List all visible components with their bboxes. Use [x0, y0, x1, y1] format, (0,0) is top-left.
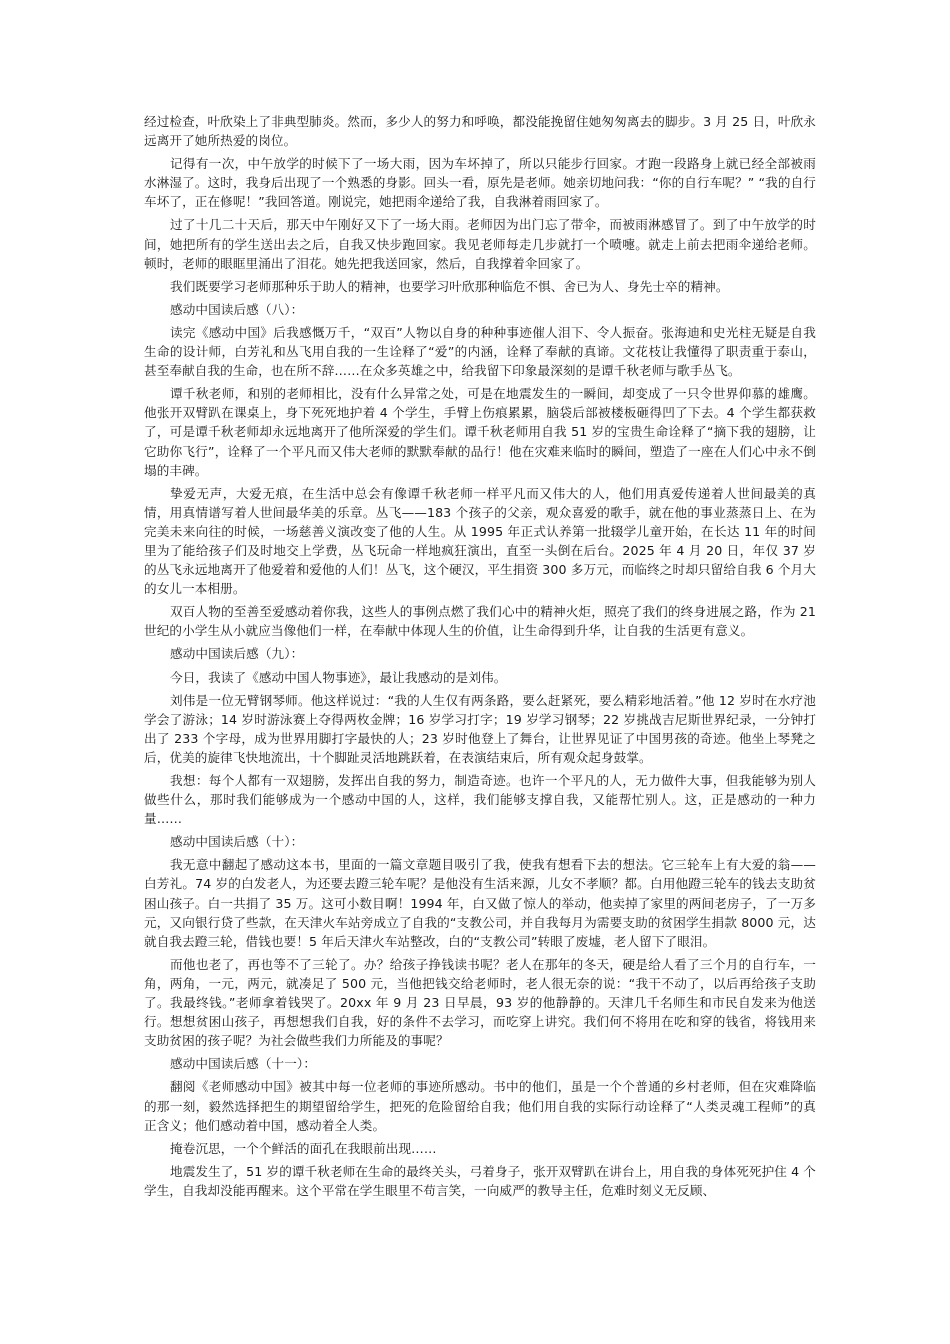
- paragraph: 双百人物的至善至爱感动着你我，这些人的事例点燃了我们心中的精神火炬，照亮了我们的终身进展之路，作为 21 世纪的小学生从小就应当像他们一样，在奉献中体现人生的价值，让生命得到升华，让自我的生活更有意义。: [144, 604, 816, 639]
- paragraph: 翻阅《老师感动中国》被其中每一位老师的事迹所感动。书中的他们，虽是一个个普通的乡村老师，但在灾难降临的那一刻，毅然选择把生的期望留给学生，把死的危险留给自我；他们用自我的实际行动诠释了“人类灵魂工程师”的真正含义；他们感动着中国，感动着全人类。: [144, 1079, 816, 1133]
- paragraph: 过了十几二十天后，那天中午刚好又下了一场大雨。老师因为出门忘了带伞，而被雨淋感冒了。到了中午放学的时间，她把所有的学生送出去之后，自我又快步跑回家。我见老师每走几步就打一个喷嚏。就走上前去把雨伞递给老师。顿时，老师的眼眶里涌出了泪花。她先把我送回家，然后，自我撑着伞回家了。: [144, 217, 816, 271]
- paragraph: 我们既要学习老师那种乐于助人的精神，也要学习叶欣那种临危不惧、舍已为人、身先士卒的精神。: [170, 278, 729, 294]
- paragraph: 我想：每个人都有一双翅膀，发挥出自我的努力，制造奇迹。也许一个平凡的人，无力做件大事，但我能够为别人做些什么，那时我们能够成为一个感动中国的人，这样，我们能够支撑自我，又能帮忙别人。这，正是感动的一种力量……: [144, 773, 816, 827]
- document-page: [144, 112, 816, 1204]
- section-heading-10: 感动中国读后感（十）：: [170, 834, 304, 850]
- paragraph: 刘伟是一位无臂钢琴师。他这样说过：“我的人生仅有两条路，要么赶紧死，要么精彩地活着。”他 12 岁时在水疗池学会了游泳；14 岁时游泳赛上夺得两枚金牌；16 岁学习打字；19 岁学习钢琴；22 岁挑战吉尼斯世界纪录，一分钟打出了 233 个字母，成为世界用脚打字最快的人；23 岁时他登上了舞台，让世界见证了中国男孩的奇迹。他坐上琴凳之后，优美的旋律飞快地流出，十个脚趾灵活地跳跃着，在表演结束后，所有观众起身鼓掌。: [144, 692, 816, 765]
- paragraph: 而他也老了，再也等不了三轮了。办？给孩子挣钱读书呢？老人在那年的冬天，硬是给人看了三个月的自行车，一角，两角，一元，两元，就凑足了 500 元，当他把钱交给老师时，老人很无奈的说：“我干不动了，以后再给孩子支助了。我最终钱。”老师拿着钱哭了。20xx 年 9 月 23 日早晨，93 岁的他静静的。天津几千名师生和市民自发来为他送行。想想贫困山孩子，再想想我们自我，好的条件不去学习，而吃穿上讲究。我们何不将用在吃和穿的钱省，将钱用来支助贫困的孩子呢？为社会做些我们力所能及的事呢？: [144, 956, 816, 1049]
- paragraph-intro: 经过检查，叶欣染上了非典型肺炎。然而，多少人的努力和呼唤，都没能挽留住她匆匆离去的脚步。3 月 25 日，叶欣永远离开了她所热爱的岗位。: [144, 114, 816, 149]
- paragraph: 我无意中翻起了感动这本书，里面的一篇文章题目吸引了我，使我有想看下去的想法。它三轮车上有大爱的翁——白芳礼。74 岁的白发老人，为还要去蹬三轮车呢？是他没有生活来源，儿女不孝顺？都。白用他蹬三轮车的钱去支助贫困山孩子。白一共捐了 35 万。这可小数目啊！1994 年，白又做了惊人的举动，他卖掉了家里的两间老房子，了一万多元，又向银行贷了些款，在天津火车站旁成立了自我的“支教公司，并自我每月为需要支助的贫困学生捐款 8000 元，达就自我去蹬三轮，借钱也要！5 年后天津火车站整改，白的“支教公司”转眼了废墟，老人留下了眼泪。: [144, 857, 816, 949]
- section-heading-8: 感动中国读后感（八）：: [170, 301, 304, 317]
- paragraph: 今日，我读了《感动中国人物事迹》，最让我感动的是刘伟。: [170, 669, 507, 685]
- paragraph: 挚爱无声，大爱无痕，在生活中总会有像谭千秋老师一样平凡而又伟大的人，他们用真爱传递着人世间最美的真情，用真情谱写着人世间最华美的乐章。丛飞——183 个孩子的父亲，观众喜爱的歌手，就在他的事业蒸蒸日上、在为完美未来向往的时候，一场慈善义演改变了他的人生。从 1995 年正式认养第一批辍学儿童开始，在长达 11 年的时间里为了能给孩子们及时地交上学费，丛飞玩命一样地疯狂演出，直至一头倒在后台。2025 年 4 月 20 日，年仅 37 岁的丛飞永远地离开了他爱着和爱他的人们！丛飞，这个硬汉，平生捐资 300 多万元，而临终之时却只留给自我 6 个月大的女儿一本相册。: [144, 485, 816, 597]
- section-heading-11: 感动中国读后感（十一）：: [170, 1056, 317, 1072]
- paragraph: 记得有一次，中午放学的时候下了一场大雨，因为车坏掉了，所以只能步行回家。才跑一段路身上就已经全部被雨水淋湿了。这时，我身后出现了一个熟悉的身影。回头一看，原先是老师。她亲切地问我：“你的自行车呢？” “我的自行车坏了，正在修呢！”我回答道。刚说完，她把雨伞递给了我，自我淋着雨回家了。: [144, 156, 816, 210]
- paragraph: 地震发生了，51 岁的谭千秋老师在生命的最终关头，弓着身子，张开双臂趴在讲台上，用自我的身体死死护住 4 个学生，自我却没能再醒来。这个平常在学生眼里不苟言笑，一向威严的教导主任，危难时刻义无反顾、: [144, 1163, 816, 1198]
- paragraph: 掩卷沉思，一个个鲜活的面孔在我眼前出现……: [170, 1140, 437, 1156]
- paragraph: 读完《感动中国》后我感慨万千，“双百”人物以自身的种种事迹催人泪下、令人振奋。张海迪和史光柱无疑是自我生命的设计师，白芳礼和丛飞用自我的一生诠释了“爱”的内涵，诠释了奉献的真谛。文花枝让我懂得了职责重于泰山，甚至奉献自我的生命，也在所不辞……在众多英雄之中，给我留下印象最深刻的是谭千秋老师与歌手丛飞。: [144, 324, 816, 379]
- paragraph: 谭千秋老师，和别的老师相比，没有什么异常之处，可是在地震发生的一瞬间，却变成了一只令世界仰慕的雄鹰。他张开双臂趴在课桌上，身下死死地护着 4 个学生，手臂上伤痕累累，脑袋后部被楼板砸得凹了下去。4 个学生都获救了，可是谭千秋老师却永远地离开了他所深爱的学生们。谭千秋老师用自我 51 岁的宝贵生命诠释了“摘下我的翅膀，让它助你飞行”，诠释了一个平凡而又伟大老师的默默奉献的品行！他在灾难来临时的瞬间，塑造了一座在人们心中永不倒塌的丰碑。: [144, 386, 816, 478]
- section-heading-9: 感动中国读后感（九）：: [170, 646, 304, 662]
